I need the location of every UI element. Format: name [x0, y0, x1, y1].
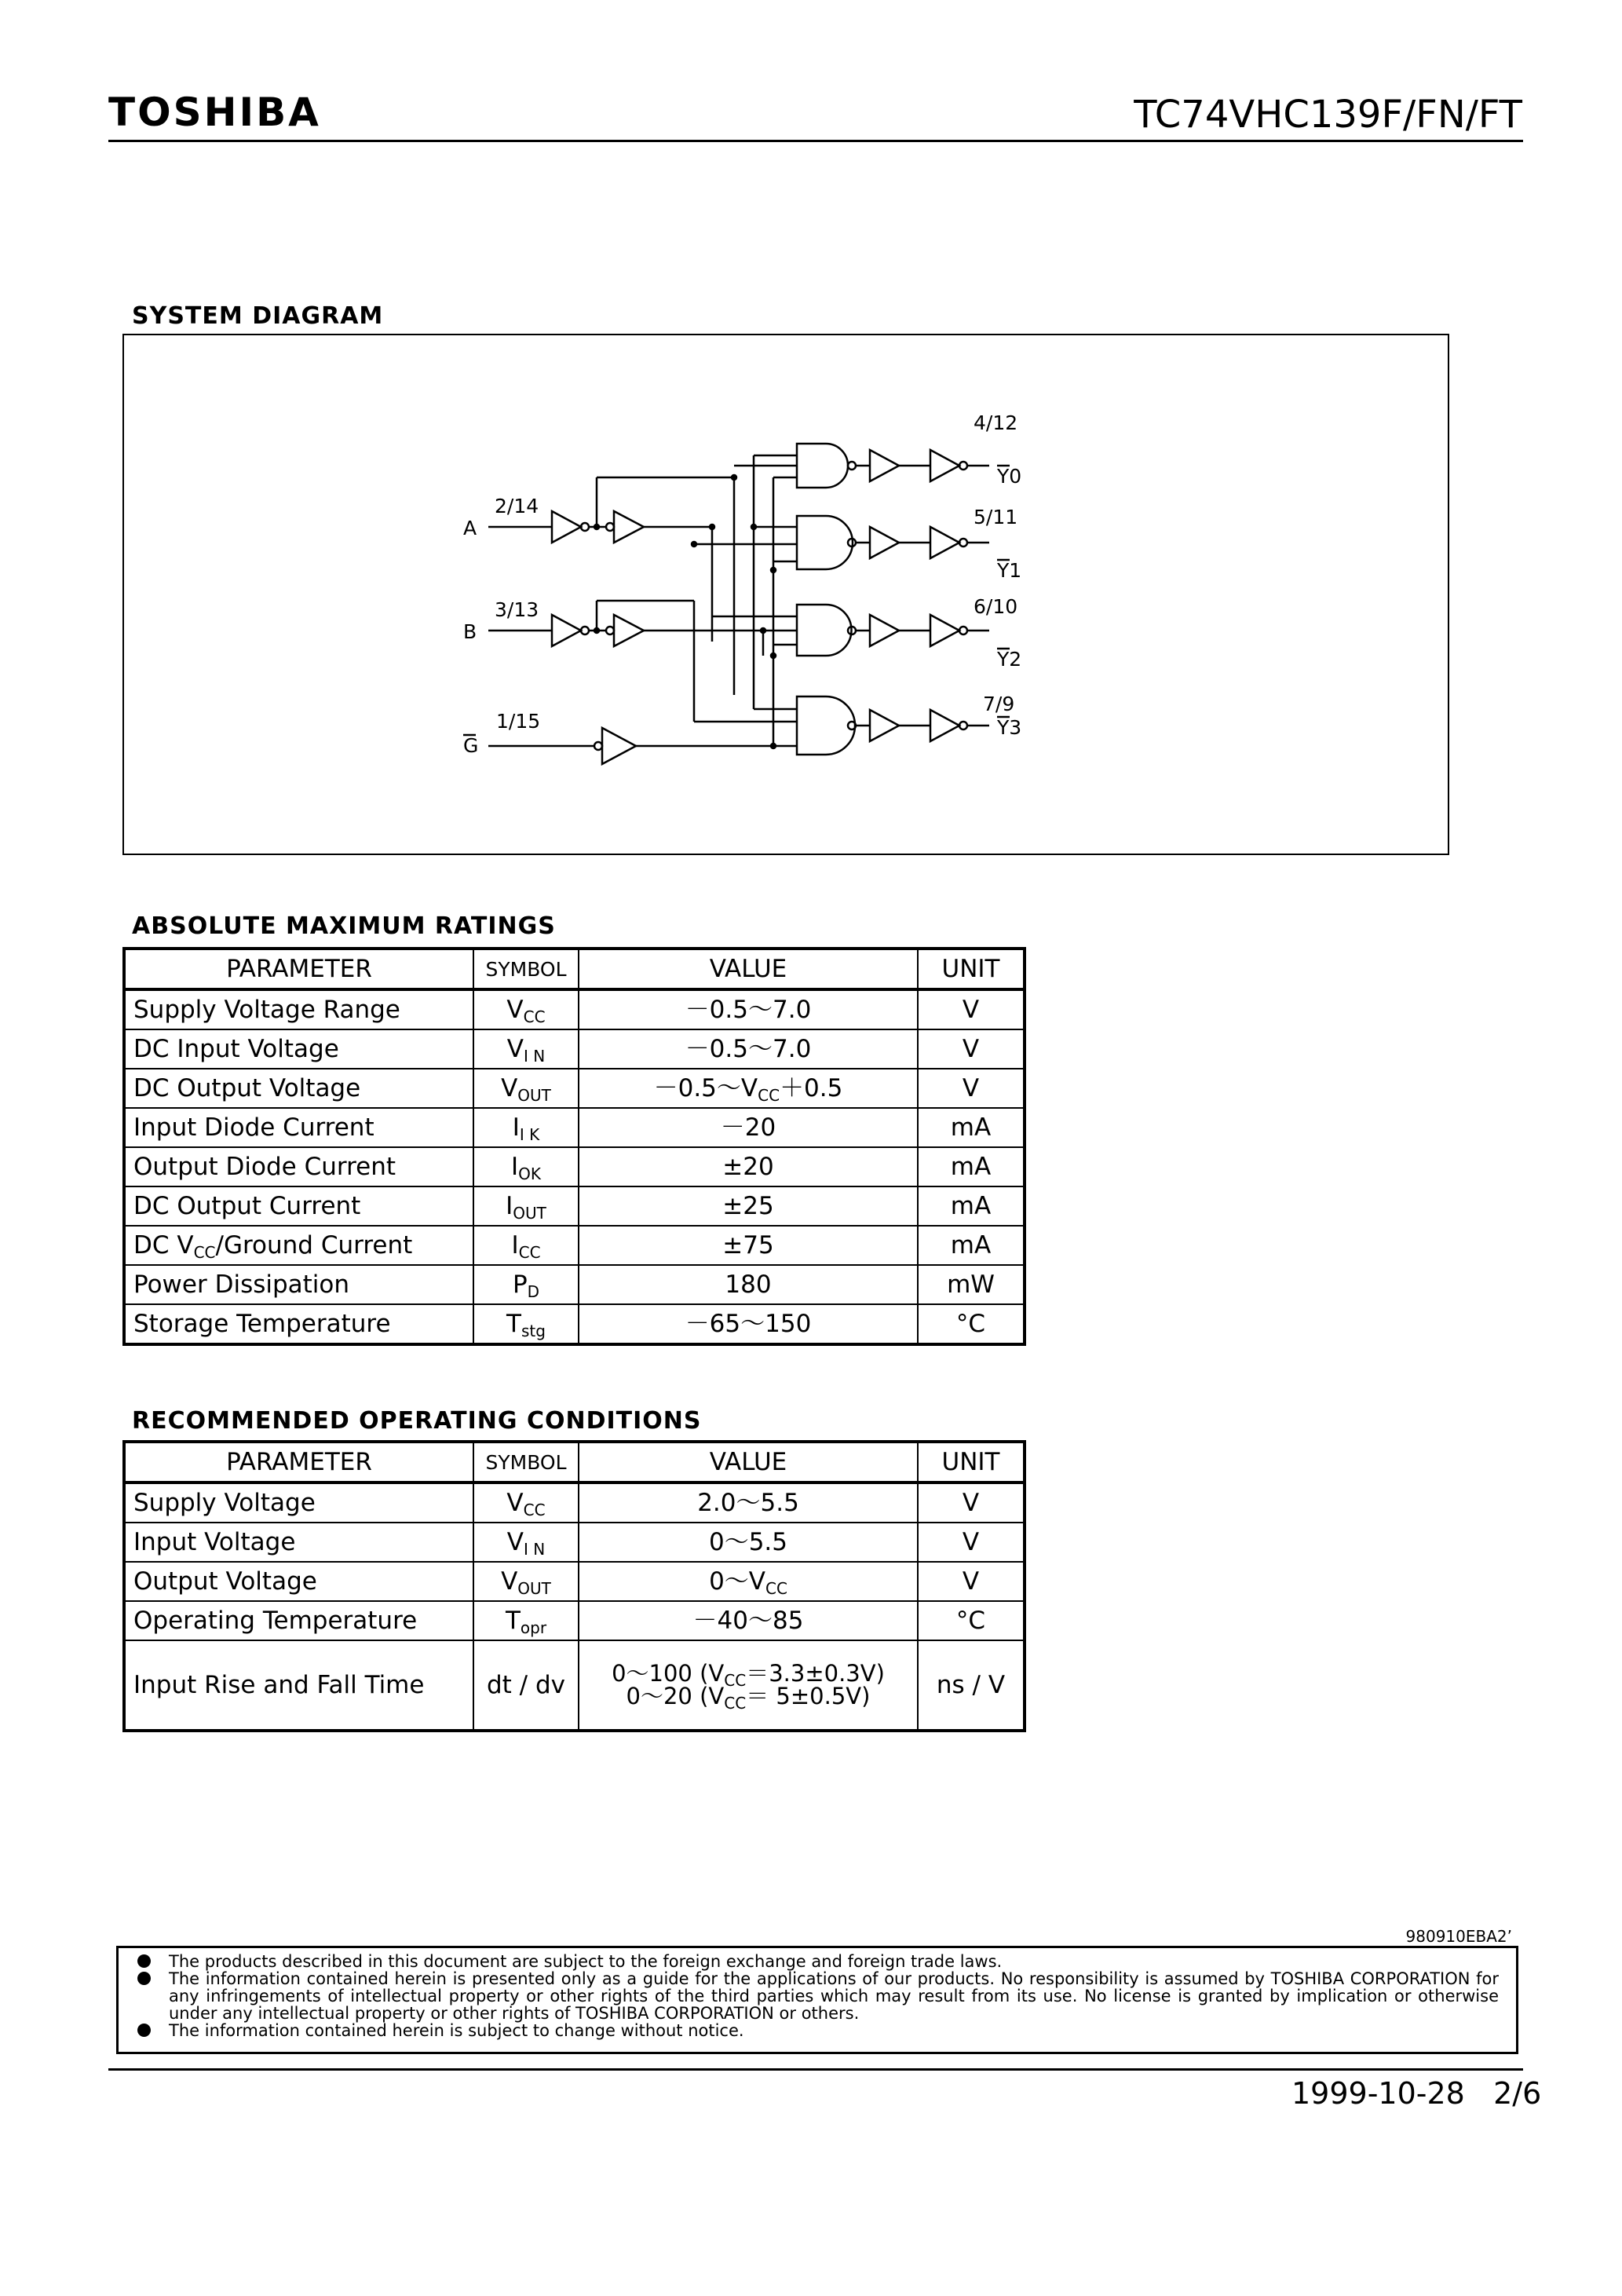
output-y2-label: Y2: [997, 648, 1022, 671]
table-row: [124, 1108, 1025, 1147]
param-cell: Supply Voltage: [124, 1483, 473, 1523]
value-cell: －0.5～7.0: [579, 989, 918, 1029]
buffer-a1: [552, 511, 581, 543]
input-b-label: B: [463, 620, 477, 643]
param-cell: Output Voltage: [124, 1562, 473, 1601]
notice-item: The information contained herein is subject to change without notice.: [136, 2022, 1499, 2039]
notice-item: The products described in this document are subject to the foreign exchange and foreign trade laws.: [136, 1953, 1499, 1970]
buffer-y3-2: [930, 710, 959, 741]
logic-diagram: [424, 404, 1068, 781]
table-row: [124, 1186, 1025, 1226]
symbol-cell: $I_{I K}$: [473, 1108, 579, 1147]
header-value: VALUE: [579, 1442, 918, 1483]
header-unit: UNIT: [918, 1442, 1025, 1483]
table-row: [124, 1601, 1025, 1640]
footer-rule: [108, 2068, 1523, 2071]
value-cell: 2.0～5.5: [579, 1483, 918, 1523]
brand-logo: TOSHIBA: [108, 90, 321, 135]
symbol-cell: $V_{I N}$: [473, 1029, 579, 1069]
nand-gate-2: [797, 605, 852, 656]
param-cell: Output Diode Current: [124, 1147, 473, 1186]
table-row: [124, 989, 1025, 1029]
param-cell: Power Dissipation: [124, 1265, 473, 1304]
symbol-cell: $T_{opr}$: [473, 1601, 579, 1640]
table-header-row: [124, 949, 1025, 989]
value-cell: －40～85: [579, 1601, 918, 1640]
abs-max-title: ABSOLUTE MAXIMUM RATINGS: [132, 912, 556, 940]
symbol-cell: $V_{CC}$: [473, 1483, 579, 1523]
symbol-cell: $V_{OUT}$: [473, 1562, 579, 1601]
buffer-g: [602, 728, 636, 764]
unit-cell: ns / V: [918, 1640, 1025, 1731]
header-unit: UNIT: [918, 949, 1025, 989]
nand-gate-3: [797, 696, 855, 755]
table-row: [124, 1029, 1025, 1069]
header-symbol: SYMBOL: [473, 1442, 579, 1483]
unit-cell: V: [918, 989, 1025, 1029]
symbol-cell: $I_{CC}$: [473, 1226, 579, 1265]
param-cell: Operating Temperature: [124, 1601, 473, 1640]
input-a-label: A: [463, 517, 477, 539]
symbol-cell: $V_{I N}$: [473, 1523, 579, 1562]
header-parameter: PARAMETER: [124, 949, 473, 989]
nand-gate-0: [797, 444, 848, 488]
header-rule: [108, 140, 1523, 142]
buffer-b2: [614, 615, 644, 646]
system-diagram-title: SYSTEM DIAGRAM: [132, 302, 384, 330]
unit-cell: mA: [918, 1186, 1025, 1226]
table-row: [124, 1304, 1025, 1344]
unit-cell: V: [918, 1523, 1025, 1562]
value-cell: ±25: [579, 1186, 918, 1226]
value-cell: $0\sim V_{CC}$: [579, 1562, 918, 1601]
header-parameter: PARAMETER: [124, 1442, 473, 1483]
document-id: 980910EBA2’: [1405, 1927, 1512, 1946]
unit-cell: °C: [918, 1601, 1025, 1640]
table-row: [124, 1640, 1025, 1731]
unit-cell: mA: [918, 1108, 1025, 1147]
unit-cell: mW: [918, 1265, 1025, 1304]
rec-op-table: [122, 1440, 1026, 1732]
table-row: [124, 1265, 1025, 1304]
abs-max-table: [122, 947, 1026, 1346]
buffer-a2: [614, 511, 644, 543]
output-y1-pin: 5/11: [974, 506, 1018, 528]
buffer-b1: [552, 615, 581, 646]
param-cell: Input Diode Current: [124, 1108, 473, 1147]
value-cell: －65～150: [579, 1304, 918, 1344]
symbol-cell: $I_{OUT}$: [473, 1186, 579, 1226]
output-y3-pin: 7/9: [983, 693, 1015, 715]
bullet-icon: [137, 1972, 151, 1985]
part-number: TC74VHC139F/FN/FT: [1134, 93, 1522, 137]
symbol-cell: $T_{stg}$: [473, 1304, 579, 1344]
table-header-row: [124, 1442, 1025, 1483]
output-y0-label: Y0: [997, 465, 1022, 488]
header-value: VALUE: [579, 949, 918, 989]
symbol-cell: $I_{OK}$: [473, 1147, 579, 1186]
input-b-pin: 3/13: [495, 598, 539, 621]
value-cell: $-0.5\sim V_{CC}+0.5$: [579, 1069, 918, 1108]
param-cell: DC Output Voltage: [124, 1069, 473, 1108]
nand-gate-1: [797, 516, 853, 569]
symbol-cell: $V_{CC}$: [473, 989, 579, 1029]
value-cell: ±75: [579, 1226, 918, 1265]
unit-cell: V: [918, 1562, 1025, 1601]
rec-op-title: RECOMMENDED OPERATING CONDITIONS: [132, 1407, 702, 1435]
param-cell: Supply Voltage Range: [124, 989, 473, 1029]
output-y0-pin: 4/12: [974, 411, 1018, 434]
param-cell: Input Voltage: [124, 1523, 473, 1562]
buffer-y2-1: [870, 615, 899, 646]
unit-cell: V: [918, 1483, 1025, 1523]
table-row: [124, 1147, 1025, 1186]
value-cell: 180: [579, 1265, 918, 1304]
output-y3-label: Y3: [997, 716, 1022, 739]
buffer-y0-2: [930, 450, 959, 481]
unit-cell: mA: [918, 1147, 1025, 1186]
param-cell: DC Output Current: [124, 1186, 473, 1226]
buffer-y1-1: [870, 527, 899, 558]
param-cell: Storage Temperature: [124, 1304, 473, 1344]
value-cell: －20: [579, 1108, 918, 1147]
value-cell: －0.5～7.0: [579, 1029, 918, 1069]
bullet-icon: [137, 2024, 151, 2037]
table-row: [124, 1562, 1025, 1601]
value-cell: 0～100 $(V_{CC}=3.3\pm 0.3V)$ 0～20 $(V_{CC}= 5\pm 0.5V)$: [579, 1640, 918, 1731]
symbol-cell: $P_D$: [473, 1265, 579, 1304]
input-g-pin: 1/15: [496, 710, 541, 733]
table-row: [124, 1226, 1025, 1265]
header-symbol: SYMBOL: [473, 949, 579, 989]
unit-cell: V: [918, 1069, 1025, 1108]
output-y1-label: Y1: [997, 559, 1022, 582]
buffer-y1-2: [930, 527, 959, 558]
buffer-y3-1: [870, 710, 899, 741]
value-cell: ±20: [579, 1147, 918, 1186]
output-y2-pin: 6/10: [974, 595, 1018, 618]
buffer-y2-2: [930, 615, 959, 646]
input-g-label: G: [463, 734, 479, 757]
symbol-cell: dt / dv: [473, 1640, 579, 1731]
symbol-cell: $V_{OUT}$: [473, 1069, 579, 1108]
unit-cell: °C: [918, 1304, 1025, 1344]
table-row: [124, 1483, 1025, 1523]
footer-date-page: 1999-10-28 2/6: [1291, 2076, 1542, 2111]
value-cell: 0～5.5: [579, 1523, 918, 1562]
table-row: [124, 1523, 1025, 1562]
table-row: [124, 1069, 1025, 1108]
param-cell: DC Input Voltage: [124, 1029, 473, 1069]
legal-notice-box: [116, 1946, 1518, 2054]
unit-cell: mA: [918, 1226, 1025, 1265]
bullet-icon: [137, 1954, 151, 1968]
input-a-pin: 2/14: [495, 495, 539, 517]
buffer-y0-1: [870, 450, 899, 481]
param-cell: DC $V_{CC}$/Ground Current: [124, 1226, 473, 1265]
notice-item: The information contained herein is presented only as a guide for the applications of our products. No responsibility is assumed by TOSHIBA CORPORATION for any infringements of intellectual property or other rights of the third parties which may result from its use. No license is granted by implication or otherwise under any intellectual property or other rights of TOSHIBA CORPORATION or others.: [136, 1970, 1499, 2022]
unit-cell: V: [918, 1029, 1025, 1069]
param-cell: Input Rise and Fall Time: [124, 1640, 473, 1731]
